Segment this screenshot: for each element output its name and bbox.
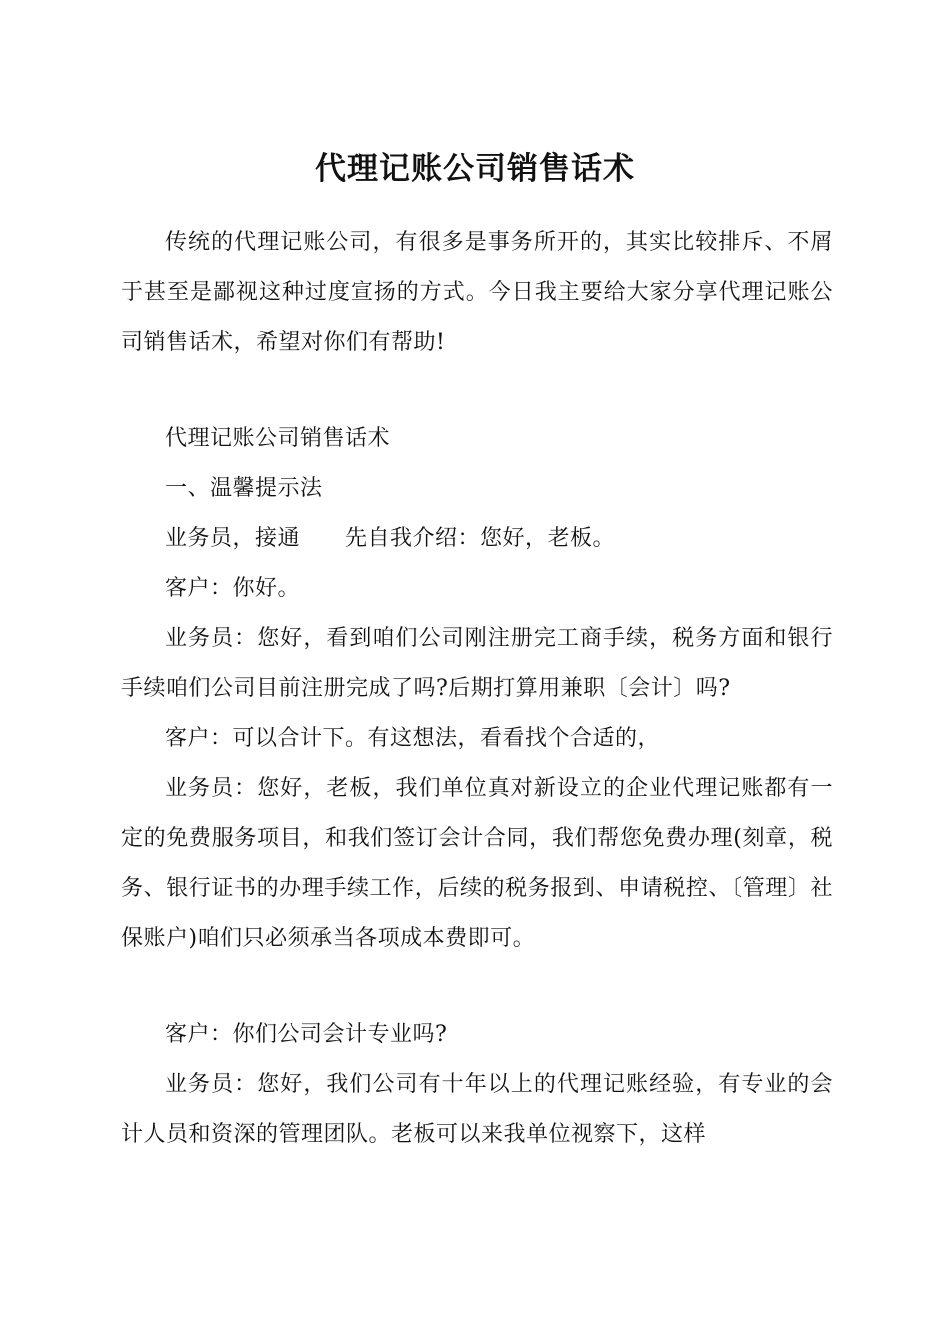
document-body [121, 218, 833, 1160]
dialogue-line: 客户：你们公司会计专业吗? [165, 1022, 448, 1047]
intro-paragraph: 传统的代理记账公司，有很多是事务所开的，其实比较排斥、不屑于甚至是鄙视这种过度宣扬的方式。今日我主要给大家分享代理记账公司销售话术，希望对你们有帮助! [121, 230, 833, 355]
subsection-heading: 一、温馨提示法 [165, 476, 323, 501]
paragraph-gap [121, 368, 833, 414]
document-title: 代理记账公司销售话术 [315, 151, 635, 187]
dialogue-line: 客户：可以合计下。有这想法，看看找个合适的， [165, 726, 661, 751]
dialogue-line: 业务员，接通 先自我介绍：您好，老板。 [165, 526, 616, 551]
dialogue-line: 业务员：您好，老板，我们单位真对新设立的企业代理记账都有一定的免费服务项目，和我们签订会计合同，我们帮您免费办理(刻章，税务、银行证书的办理手续工作，后续的税务报到、申请税控、〔管理〕社保账户)咱们只必须承当各项成本费即可。 [121, 776, 833, 951]
dialogue-line: 业务员：您好，看到咱们公司刚注册完工商手续，税务方面和银行手续咱们公司目前注册完成了吗?后期打算用兼职〔会计〕吗? [121, 626, 833, 701]
paragraph-gap [121, 964, 833, 1010]
dialogue-line: 业务员：您好，我们公司有十年以上的代理记账经验，有专业的会计人员和资深的管理团队。老板可以来我单位视察下，这样 [121, 1072, 833, 1147]
dialogue-line: 客户：你好。 [165, 576, 301, 601]
section-heading: 代理记账公司销售话术 [165, 426, 391, 451]
